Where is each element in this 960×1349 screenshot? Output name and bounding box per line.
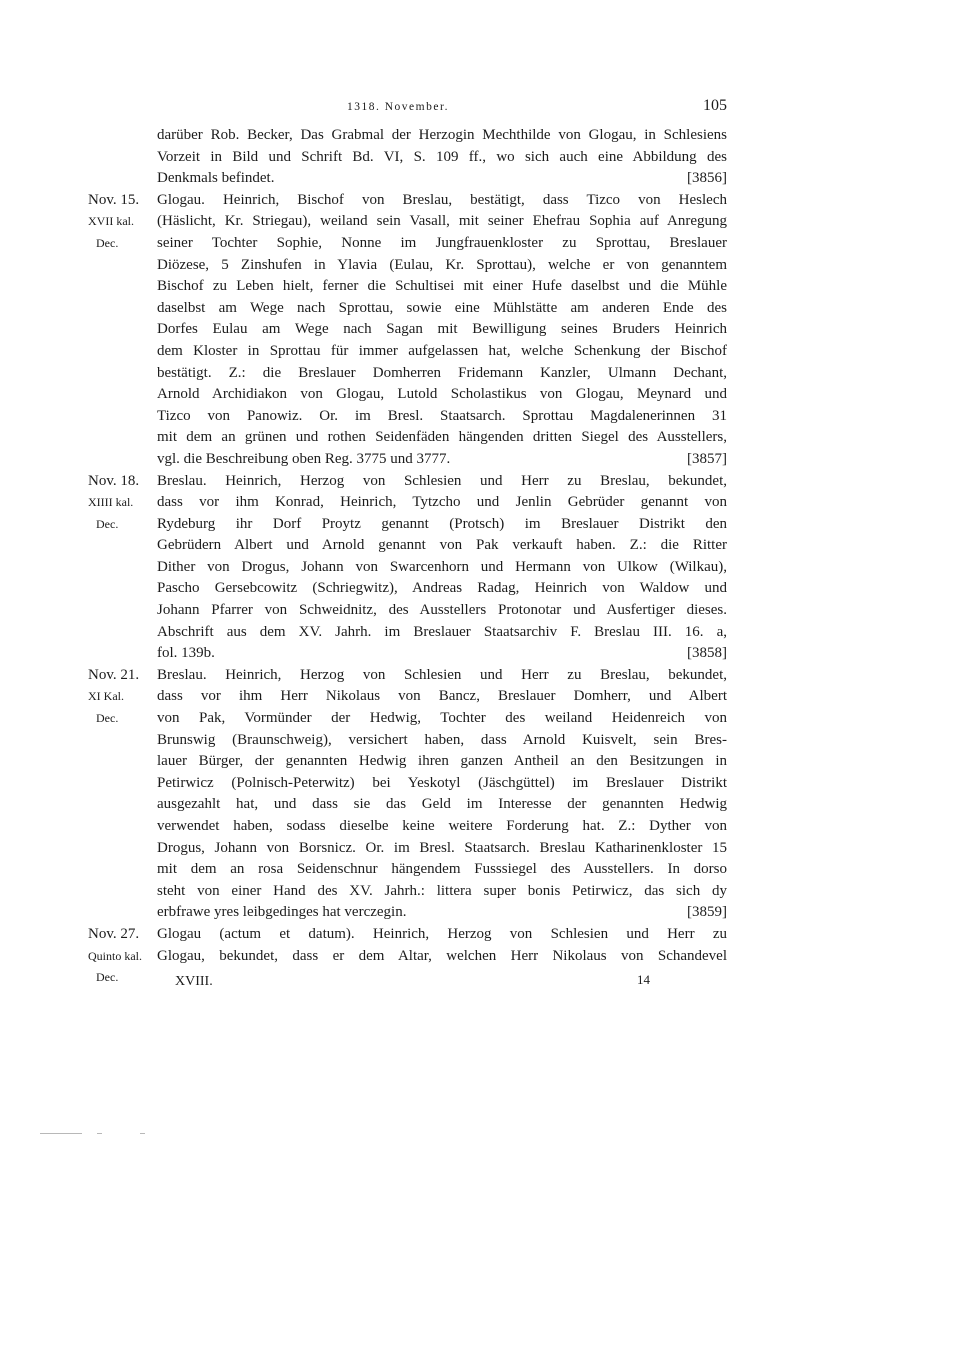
line-text: Tizco von Panowiz. Or. im Bresl. Staatsarch. Sprottau Magdalenerinnen 31 [157,407,727,424]
page-number: 105 [703,97,727,114]
margin-date-note: Dec. [96,516,119,531]
line-text: fol. 139b. [157,645,215,662]
line-text: Gebrüdern Albert und Arnold genannt von Pak verkauft haben. Z.: die Ritter [157,537,727,554]
text-line [0,427,960,449]
text-line [0,147,960,169]
line-text: Denkmals befindet. [157,170,275,187]
margin-date-note: Dec. [96,970,119,985]
text-line [0,341,960,363]
line-text: ausgezahlt hat, und dass sie das Geld im Interesse der genannten Hedwig [157,796,727,813]
text-line [0,751,960,773]
line-text: dass vor ihm Konrad, Heinrich, Tytzcho und Jenlin Gebrüder genannt von [157,494,727,511]
scan-mark [97,1133,102,1134]
text-line [0,881,960,903]
line-text: Bischof zu Leben hielt, ferner die Schultisei mit einer Hufe daselbst und die Mühle [157,278,727,295]
text-line [0,535,960,557]
text-line [0,514,960,536]
signature-mark: XVIII. [175,974,213,989]
line-text: seiner Tochter Sophie, Nonne im Jungfrauenkloster zu Sprottau, Breslauer [157,234,727,251]
line-text: Vorzeit in Bild und Schrift Bd. VI, S. 109 ff., wo sich auch eine Abbildung des [157,148,727,165]
line-text: verwendet haben, sodass dieselbe keine weitere Forderung hat. Z.: Dyther von [157,818,727,834]
line-text: Dorfes Eulau am Wege nach Sagan mit Bewilligung seines Bruders Heinrich [157,321,727,338]
line-text: von Pak, Vormünder der Hedwig, Tochter des weiland Heidenreich von [157,710,727,727]
scan-mark [140,1133,145,1134]
line-text: Pascho Gersebcowitz (Schriegwitz), Andreas Radag, Heinrich von Waldow und [157,580,727,597]
text-line [0,255,960,277]
margin-date-note: Quinto kal. [88,948,142,963]
running-title: 1318. November. [347,101,450,113]
text-line [0,794,960,816]
regest-number: [3856] [687,170,727,187]
text-line [0,816,960,838]
text-line [0,276,960,298]
line-text: Arnold Archidiakon von Glogau, Lutold Scholastikus von Glogau, Meynard und [157,386,727,403]
line-text: Dither von Drogus, Johann von Swarcenhorn und Hermann von Ulkow (Wilkau), [157,558,727,575]
text-line [0,125,960,147]
text-line [0,859,960,881]
line-text: erbfrawe yres leibgedinges hat verczegin. [157,904,407,921]
line-text: bestätigt. Z.: die Breslauer Domherren Fridemann Kanzler, Ulmann Dechant, [157,364,727,381]
text-line [0,838,960,860]
line-text: dass vor ihm Herr Nikolaus von Bancz, Breslauer Domherr, und Albert [157,688,727,705]
line-text: dem Kloster in Sprottau für immer aufgelassen hat, welche Schenkung der Bischof [157,342,727,359]
margin-date-note: XIIII kal. [88,495,134,510]
margin-date-note: Nov. 21. [88,666,140,683]
margin-date-note: Dec. [96,235,119,250]
line-text: Rydeburg ihr Dorf Proytz genannt (Protsch) im Breslauer Distrikt den [157,515,727,532]
margin-date-note: Nov. 15. [88,191,140,208]
line-text: mit dem an grünen und rothen Seidenfäden hängenden dritten Siegel des Ausstellers, [157,429,727,446]
text-line [0,449,960,471]
margin-date-note: Nov. 18. [88,472,140,489]
regest-number: [3857] [687,450,727,467]
margin-date-note: XVII kal. [88,214,134,229]
text-line [0,578,960,600]
text-line [0,384,960,406]
page-header [157,97,727,119]
line-text: steht von einer Hand des XV. Jahrh.: littera super bonis Petirwicz, das sich dy [157,882,727,899]
text-line [0,471,960,493]
text-line [0,557,960,579]
regest-number: [3859] [687,904,727,921]
line-text: lauer Bürger, der genannten Hedwig ihren ganzen Antheil an den Besitzungen in [157,753,727,770]
text-line [0,773,960,795]
regest-number: [3858] [687,645,727,662]
text-line [0,643,960,665]
sheet-number: 14 [637,972,650,987]
line-text: vgl. die Beschreibung oben Reg. 3775 und 3777. [157,450,451,467]
document-body [0,125,960,989]
text-line [0,600,960,622]
text-line [0,363,960,385]
line-text: Johann Pfarrer von Schweidnitz, des Ausstellers Protonotar und Ausfertiger dieses. [157,602,727,619]
line-text: Glogau (actum et datum). Heinrich, Herzog von Schlesien und Herr zu [157,925,727,942]
line-text: Glogau. Heinrich, Bischof von Breslau, bestätigt, dass Tizco von Heslech [157,191,727,208]
text-line [0,686,960,708]
text-line [0,622,960,644]
line-text: Breslau. Heinrich, Herzog von Schlesien und Herr zu Breslau, bekundet, [157,472,727,489]
text-line [0,190,960,212]
text-line [0,211,960,233]
page-footer [157,974,727,994]
text-line [0,730,960,752]
line-text: mit dem an rosa Seidenschnur hängendem Fusssiegel des Ausstellers. In dorso [157,861,727,878]
margin-date-note: Nov. 27. [88,925,140,942]
line-text: Abschrift aus dem XV. Jahrh. im Breslauer Staatsarchiv F. Breslau III. 16. a, [157,623,727,640]
text-line [0,902,960,924]
line-text: Diözese, 5 Zinshufen in Ylavia (Eulau, Kr. Sprottau), welche er von genanntem [157,256,727,273]
margin-date-note: Dec. [96,711,119,726]
margin-date-note: XI Kal. [88,689,124,704]
scan-mark [40,1133,82,1134]
text-line [0,298,960,320]
text-line [0,233,960,255]
text-line [0,168,960,190]
text-line [0,319,960,341]
line-text: Petirwicz (Polnisch-Peterwitz) bei Yeskotyl (Jäschgüttel) im Breslauer Distrikt [157,774,727,791]
line-text: Breslau. Heinrich, Herzog von Schlesien und Herr zu Breslau, bekundet, [157,666,727,683]
text-line [0,492,960,514]
line-text: darüber Rob. Becker, Das Grabmal der Herzogin Mechthilde von Glogau, in Schlesiens [157,127,727,143]
text-line [0,708,960,730]
text-line [0,406,960,428]
text-line [0,665,960,687]
line-text: Glogau, bekundet, dass er dem Altar, welchen Herr Nikolaus von Schandevel [157,947,727,964]
line-text: (Häslicht, Kr. Striegau), weiland sein Vasall, mit seiner Ehefrau Sophia auf Anregung [157,213,727,230]
text-line [0,924,960,946]
line-text: Brunswig (Braunschweig), versichert haben, dass Arnold Kuisvelt, sein Bres- [157,731,727,748]
text-line [0,946,960,968]
line-text: daselbst am Wege nach Sprottau, sowie eine Mühlstätte am anderen Ende des [157,299,727,316]
line-text: Drogus, Johann von Borsnicz. Or. im Bresl. Staatsarch. Breslau Katharinenkloster 15 [157,839,727,856]
